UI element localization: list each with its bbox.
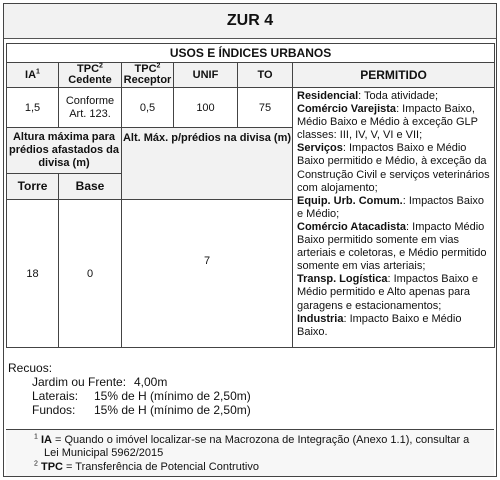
header-permitido: PERMITIDO: [293, 63, 495, 88]
recuos-heading: Recuos:: [8, 361, 53, 375]
value-divisa: 7: [122, 200, 293, 348]
permit-equip-urb: Equip. Urb. Comum.: Impactos Baixo e Médio;: [297, 194, 485, 220]
permit-servicos: Serviços: Impactos Baixo e Médio Baixo permitido e Médio, à exceção da Construção Civil e serviços veterinários com alojamento;: [297, 142, 490, 194]
value-tpc-cedente: Conforme Art. 123.: [59, 88, 122, 128]
header-unif: UNIF: [174, 63, 238, 88]
header-torre: Torre: [7, 174, 59, 200]
header-to: TO: [238, 63, 293, 88]
header-altura-afastados: Altura máxima para prédios afastados da divisa (m): [7, 128, 122, 174]
permit-transp-logistica: Transp. Logística: Impactos Baixo e Médio permitido e Alto apenas para garagens e estacionamentos;: [297, 273, 478, 312]
footnotes: [6, 429, 494, 476]
value-unif: 100: [174, 88, 238, 128]
recuo-laterais: Laterais: 15% de H (mínimo de 2,50m): [32, 389, 251, 403]
header-tpc-cedente: TPC$^2$ Cedente: [59, 63, 122, 88]
header-ia: $IA^1$: [7, 63, 59, 88]
footnote-ia: $^1$ IA = Quando o imóvel localizar-se na Macrozona de Integração (Anexo 1.1), consultar a: [34, 433, 470, 446]
usos-table: [6, 43, 495, 348]
value-to: 75: [238, 88, 293, 128]
recuos-section: [8, 361, 251, 417]
value-torre: 18: [7, 200, 59, 348]
footnote-ia-cont: Lei Municipal 5962/2015: [44, 447, 164, 459]
usos-heading: USOS E ÍNDICES URBANOS: [7, 44, 495, 63]
header-tpc-receptor: TPC$^2$ Receptor: [122, 63, 174, 88]
permitido-list: [293, 88, 495, 348]
permit-residencial: Residencial: Toda atividade;: [297, 90, 439, 102]
zoning-sheet: [3, 3, 497, 477]
permit-comercio-varejista: Comércio Varejista: Impacto Baixo, Médio Baixo e Médio à exceção GLP classes: III, IV, V, VI e VII;: [297, 103, 478, 142]
footnote-tpc: $^2$ TPC = Transferência de Potencial Contrutivo: [34, 460, 259, 473]
permit-comercio-atacadista: Comércio Atacadista: Impacto Médio Baixo permitido somente em vias arteriais e coletoras, e Médio permitido somente em vias arteriais;: [297, 220, 487, 273]
header-base: Base: [59, 174, 122, 200]
zone-title: ZUR 4: [4, 4, 496, 39]
value-base: 0: [59, 200, 122, 348]
value-ia: 1,5: [7, 88, 59, 128]
permit-industria: Industria: Impacto Baixo e Médio Baixo.: [297, 312, 462, 338]
header-alt-divisa: Alt. Máx. p/prédios na divisa (m): [122, 128, 293, 200]
recuo-fundos: Fundos: 15% de H (mínimo de 2,50m): [32, 403, 251, 417]
recuo-jardim: Jardim ou Frente: 4,00m: [32, 375, 168, 389]
value-tpc-receptor: 0,5: [122, 88, 174, 128]
